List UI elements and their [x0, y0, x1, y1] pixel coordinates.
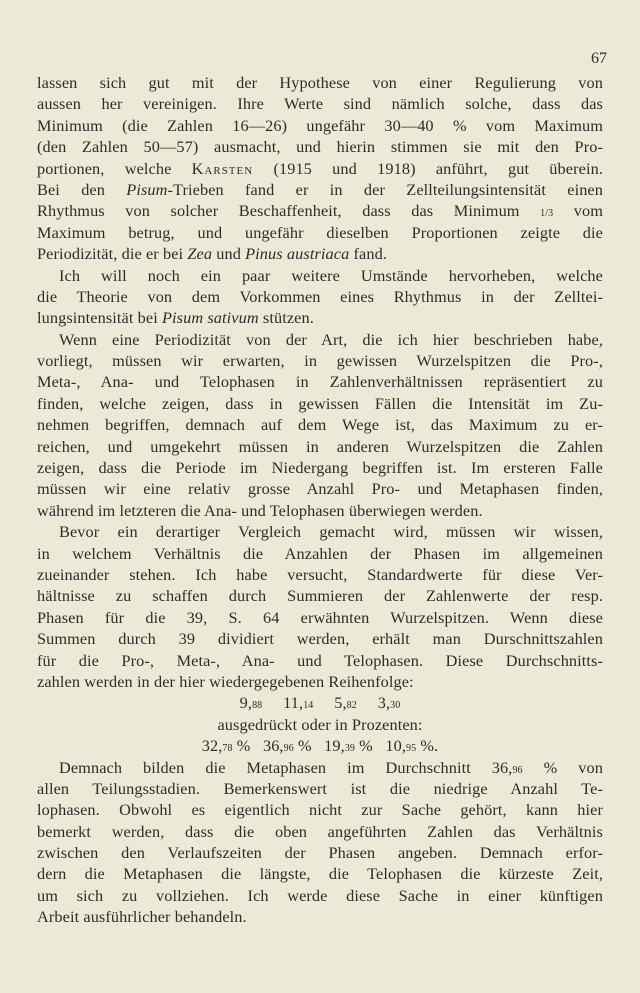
text-segment: reichen, und umgekehrt müssen in anderen Wurzelspitzen die Zahlen — [37, 436, 603, 456]
text-segment: vorliegt, müssen wir erwarten, in gewissen Wurzelspitzen die Pro-, — [37, 351, 603, 371]
text-segment: um sich zu vollziehen. Ich werde diese Sache in einer künftigen — [37, 885, 603, 905]
text-segment: müssen wir eine relativ grosse Anzahl Pro- und Metaphasen finden, — [37, 479, 603, 499]
subscript-digits: 95 — [406, 743, 417, 755]
text-line — [37, 885, 603, 906]
text-segment: Rhythmus von solcher Beschaffenheit, dass das Minimum — [37, 201, 541, 221]
text-line — [37, 500, 603, 521]
text-segment: während im letzteren die Ana- und Telophasen überwiegen werden. — [37, 500, 483, 520]
text-segment: Ich will noch ein paar weitere Umstände hervorheben, welche — [59, 265, 603, 285]
text-segment: Bei den — [37, 179, 127, 199]
text-segment: Phasen für die 39, S. 64 erwähnten Wurzelspitzen. Wenn diese — [37, 607, 603, 627]
text-segment: zeigen, dass die Periode im Niedergang begriffen ist. Im ersteren Falle — [37, 458, 603, 478]
text-segment: 11, — [262, 693, 304, 713]
text-line — [37, 72, 603, 93]
text-line — [37, 457, 603, 478]
text-segment: allen Teilungsstadien. Bemerkenswert ist die niedrige Anzahl Te- — [37, 778, 603, 798]
text-segment: % 10, — [355, 736, 407, 756]
text-segment: 3, — [356, 693, 391, 713]
text-line — [37, 906, 603, 927]
text-segment: Maximum betrug, und ungefähr dieselben Proportionen zeigte die — [37, 222, 603, 242]
text-line — [37, 329, 603, 350]
text-segment: Meta-, Ana- und Telophasen in Zahlenverhältnissen repräsentiert zu — [37, 372, 603, 392]
italic-text: Pisum — [126, 179, 168, 199]
text-segment: in welchem Verhältnis die Anzahlen der Phasen im allgemeinen — [37, 543, 603, 563]
text-segment: % 36, — [232, 736, 284, 756]
subscript-digits: 1/3 — [540, 208, 554, 220]
text-line — [37, 307, 603, 328]
text-segment: zahlen werden in der hier wiedergegebenen Reihenfolge: — [37, 671, 414, 691]
text-segment: aussen her vereinigen. Ihre Werte sind nämlich solche, dass das — [37, 94, 603, 114]
subscript-digits: 96 — [512, 764, 523, 776]
text-segment: stützen. — [258, 308, 314, 328]
text-segment: ausgedrückt oder in Prozenten: — [217, 714, 423, 734]
text-line — [37, 821, 603, 842]
text-segment: nehmen begriffen, demnach auf dem Wege ist, das Maximum zu er- — [37, 415, 603, 435]
text-segment: portionen, welche — [37, 158, 192, 178]
text-segment: lophasen. Obwohl es eigentlich nicht zur Sache gehört, kann hier — [37, 800, 603, 820]
text-line — [37, 607, 603, 628]
text-segment: zueinander stehen. Ich habe versucht, Standardwerte für diese Ver- — [37, 564, 603, 584]
subscript-digits: 88 — [252, 700, 263, 712]
text-line — [37, 778, 603, 799]
text-segment: 9, — [239, 693, 253, 713]
text-segment: bemerkt werden, dass die oben angeführten Zahlen das Verhältnis — [37, 821, 603, 841]
subscript-digits: 30 — [390, 700, 401, 712]
text-line — [37, 521, 603, 542]
text-segment: lassen sich gut mit der Hypothese von einer Regulierung von — [37, 73, 603, 92]
text-segment: finden, welche zeigen, dass in gewissen Fällen die Intensität im Zu- — [37, 393, 603, 413]
text-segment: dern die Metaphasen die längste, die Telophasen die kürzeste Zeit, — [37, 864, 603, 884]
text-segment: lungsintensität bei — [37, 308, 162, 328]
centered-line — [37, 714, 603, 735]
text-segment: zwischen den Verlaufszeiten der Phasen angeben. Demnach erfor- — [37, 843, 603, 863]
text-segment: Arbeit ausführlicher behandeln. — [37, 907, 247, 927]
text-line — [37, 628, 603, 649]
text-segment: Summen durch 39 dividiert werden, erhält man Durschnittszahlen — [37, 629, 603, 649]
text-segment: 32, — [201, 736, 223, 756]
text-line — [37, 371, 603, 392]
text-line — [37, 436, 603, 457]
text-segment: (1915 und 1918) anführt, gut überein. — [253, 158, 603, 178]
text-line — [37, 136, 603, 157]
italic-text: Zea — [187, 244, 213, 264]
text-line — [37, 179, 603, 200]
subscript-digits: 14 — [303, 700, 314, 712]
text-segment: Bevor ein derartiger Vergleich gemacht wird, müssen wir wissen, — [59, 522, 603, 542]
text-line — [37, 564, 603, 585]
text-segment: Periodizität, die er bei — [37, 244, 188, 264]
text-segment: -Trieben fand er in der Zellteilungsintensität einen — [167, 179, 603, 199]
text-segment: Demnach bilden die Metaphasen im Durchschnitt 36, — [59, 757, 513, 777]
text-segment: für die Pro-, Meta-, Ana- und Telophasen. Diese Durchschnitts- — [37, 650, 603, 670]
text-line — [37, 158, 603, 179]
text-segment: hältnisse zu schaffen durch Summieren der Zahlenwerte der resp. — [37, 586, 603, 606]
text-line — [37, 200, 603, 221]
text-segment: (den Zahlen 50—57) ausmacht, und hierin stimmen sie mit den Pro- — [37, 137, 603, 157]
page-number: 67 — [591, 50, 607, 67]
text-line — [37, 585, 603, 606]
text-line — [37, 222, 603, 243]
text-line — [37, 799, 603, 820]
text-line — [37, 478, 603, 499]
text-segment: % von — [522, 757, 603, 777]
italic-text: Pisum sativum — [162, 308, 259, 328]
text-line — [37, 265, 603, 286]
text-line — [37, 286, 603, 307]
text-line — [37, 543, 603, 564]
author-name: Karsten — [191, 158, 254, 178]
text-line — [37, 115, 603, 136]
text-line — [37, 842, 603, 863]
text-line — [37, 671, 603, 692]
text-segment: % 19, — [293, 736, 345, 756]
subscript-digits: 96 — [283, 743, 294, 755]
subscript-digits: 82 — [346, 700, 357, 712]
text-segment: Wenn eine Periodizität von der Art, die ich hier beschrieben habe, — [59, 329, 603, 349]
text-line — [37, 650, 603, 671]
text-segment: vom — [553, 201, 603, 221]
subscript-digits: 78 — [222, 743, 233, 755]
subscript-digits: 39 — [344, 743, 356, 755]
text-line — [37, 863, 603, 884]
text-segment: 5, — [313, 693, 347, 713]
text-segment: fand. — [349, 244, 387, 264]
text-line — [37, 757, 603, 778]
text-segment: und — [212, 244, 246, 264]
centered-line — [37, 692, 603, 713]
text-line — [37, 350, 603, 371]
text-line — [37, 93, 603, 114]
text-line — [37, 414, 603, 435]
text-segment: die Theorie von dem Vorkommen eines Rhythmus in der Zelltei- — [37, 286, 603, 306]
text-line — [37, 243, 603, 264]
text-segment: %. — [416, 736, 439, 756]
text-segment: Minimum (die Zahlen 16—26) ungefähr 30—40 % vom Maximum — [37, 115, 603, 135]
italic-text: Pinus austriaca — [245, 244, 350, 264]
text-line — [37, 393, 603, 414]
centered-line — [37, 735, 603, 756]
body-text — [37, 72, 603, 928]
